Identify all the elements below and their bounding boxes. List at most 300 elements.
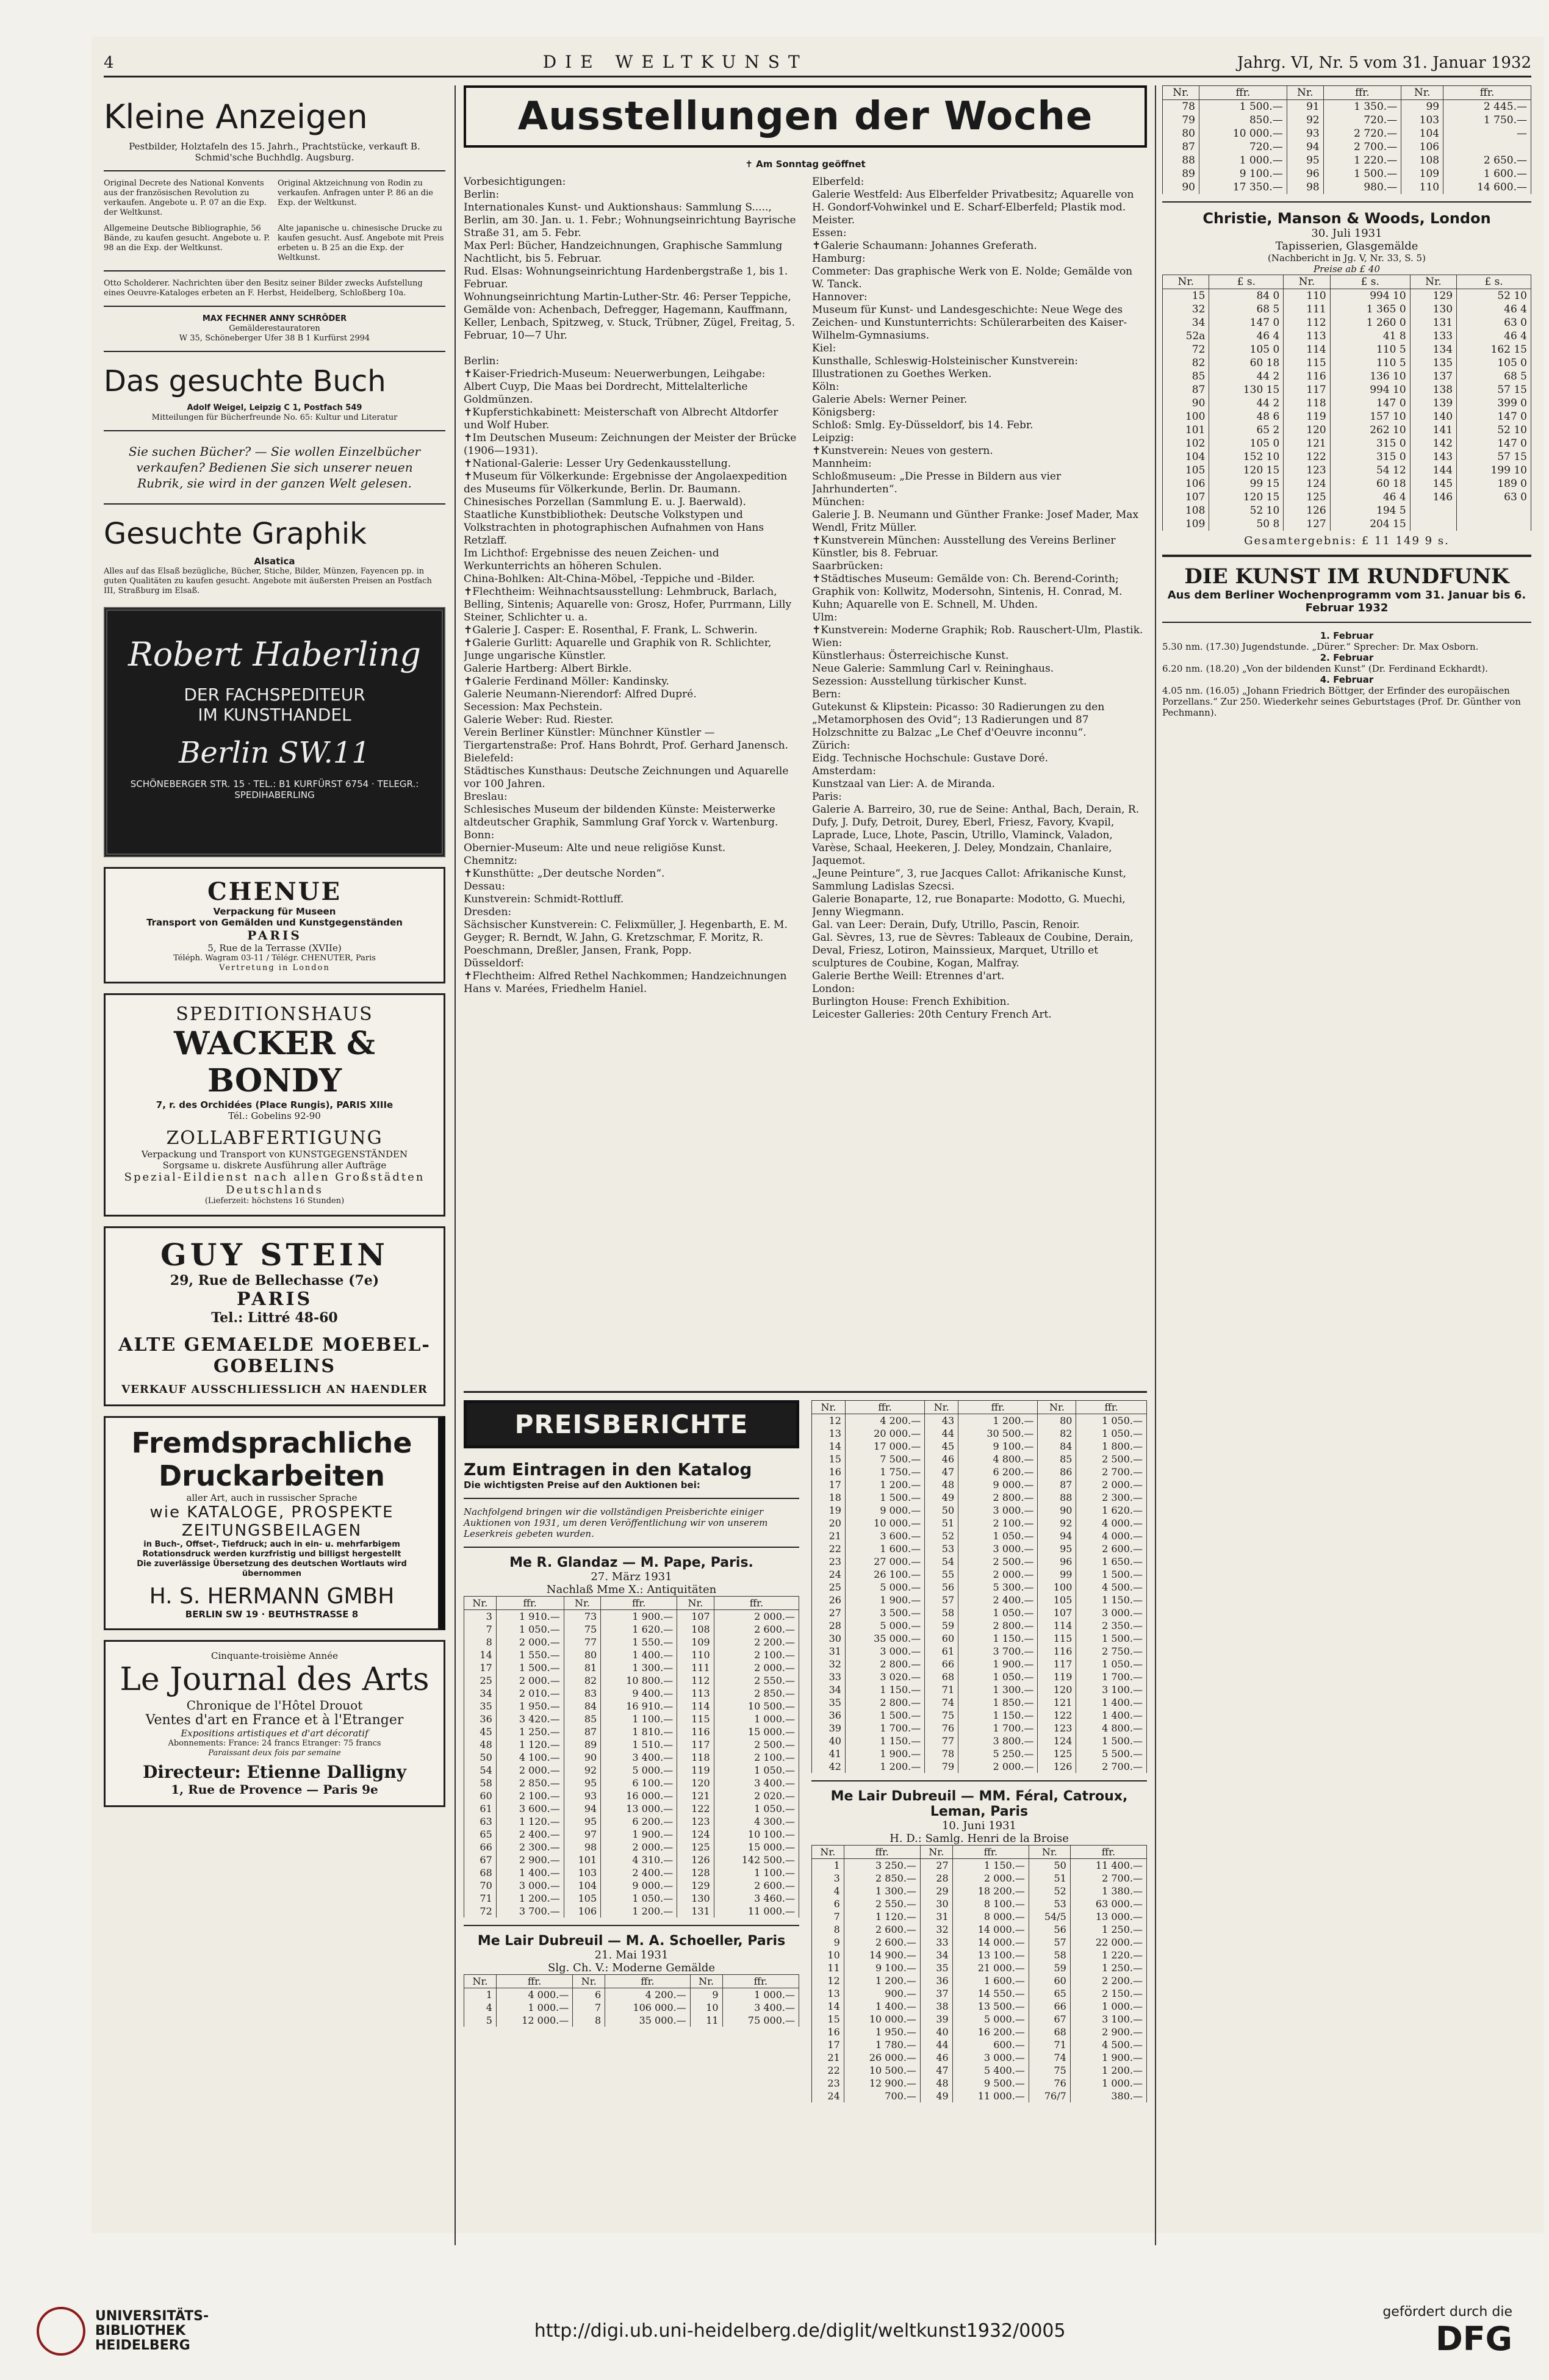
table-cell: 114: [1038, 1619, 1076, 1632]
table-cell: 108: [677, 1623, 714, 1636]
table-cell: 4 000.—: [496, 1988, 572, 2002]
table-cell: 71: [1029, 2038, 1070, 2051]
table-row: [464, 2014, 799, 2027]
table-row: [812, 2000, 1147, 2013]
table-cell: 59: [1029, 1961, 1070, 1974]
exhibitions-list-1: Vorbesichtigungen: Berlin: Internationales Kunst- und Auktionshaus: Sammlung S....., Berlin, am 30. Jan. u. 1. Febr.; Wohnungseinrichtung Bayrische Straße 31, am 5. Febr. Max Perl: Bücher, Handzeichnungen, Graphische Sammlung Nachtlicht, bis 5. Februar. Rud. Elsas: Wohnungseinrichtung Hardenbergstraße 1, bis 1. Februar. Wohnungseinrichtung Martin-Luther-Str. 46: Perser Teppiche, Gemälde von: Achenbach, Defregger, Hagemann, Kauffmann, Keller, Lenbach, Spitzweg, v. Stuck, Trübner, Zügel, Freitag, 5. Februar, 10—7 Uhr. Berlin: ✝Kaiser-Friedrich-Museum: Neuerwerbungen, Leihgabe: Albert Cuyp, Die Maas bei Dordrecht, Mittelalterliche Goldmünzen. ✝Kupferstichkabinett: Meisterschaft von Albrecht Altdorfer und Wolf Huber. ✝Im Deutschen Museum: Zeichnungen der Meister der Brücke (1906—1931). ✝National-Galerie: Lesser Ury Gedenkausstellung. ✝Museum für Völkerkunde: Ergebnisse der Angolaexpedition des Museums für Völkerkunde, Berlin. Dr. Baumann. Chinesisches Porzellan (Sammlung E. u. J. Baerwald). Staatliche Kunstbibliothek: Deutsche Volkstypen und Volkstrachten in photographischen Aufnahmen von Hans Retzlaff. Im Lichthof: Ergebnisse des neuen Zeichen- und Werkunterrichts an höheren Schulen. China-Bohlken: Alt-China-Möbel, -Teppiche und -Bilder. ✝Flechtheim: Weihnachtsausstellung: Lehmbruck, Barlach, Belling, Sintenis; Aquarelle von: Grosz, Hofer, Purrmann, Lilly Steiner, Schlichter u. a. ✝Galerie J. Casper: E. Rosenthal, F. Frank, L. Schwerin. ✝Galerie Gurlitt: Aquarelle und Graphik von R. Schlichter, Junge ungarische Künstler. Galerie Hartberg: Albert Birkle. ✝Galerie Ferdinand Möller: Kandinsky. Galerie Neumann-Nierendorf: Alfred Dupré. Secession: Max Pechstein. Galerie Weber: Rud. Riester. Verein Berliner Künstler: Münchner Künstler — Tiergartenstraße: Prof. Hans Bohrdt, Prof. Gerhard Janensch. Bielefeld: Städtisches Kunsthaus: Deutsche Zeichnungen und Aquarelle vor 100 Jahren. Breslau: Schlesisches Museum der bildenden Künste: Meisterwerke altdeutscher Graphik, Sammlung Graf Yorck v. Wartenburg. Bonn: Obernier-Museum: Alte und neue religiöse Kunst. Chemnitz: ✝Kunsthütte: „Der deutsche Norden“. Dessau: Kunstverein: Schmidt-Rottluff. Dresden: Sächsischer Kunstverein: C. Felixmüller, J. Hegenbarth, E. M. Geyger; R. Berndt, W. Jahn, G. Kretzschmar, F. Moritz, R. Poeschmann, Dreßler, Jansen, Frank, Popp. Düsseldorf: ✝Flechtheim: Alfred Rethel Nachkommen; Handzeichnungen Hans v. Marées, Friedhelm Haniel.: [464, 176, 797, 995]
table-cell: 144: [1410, 464, 1456, 477]
table-cell: 41: [812, 1747, 846, 1760]
table-cell: 37: [920, 1987, 952, 2000]
table-cell: 2 800.—: [845, 1696, 924, 1709]
table-row: [464, 1751, 799, 1764]
dfg-logo: DFG: [1435, 2319, 1512, 2358]
table-cell: 1 700.—: [958, 1722, 1038, 1735]
table-cell: 1 150.—: [845, 1683, 924, 1696]
table-cell: 15: [812, 1453, 846, 1465]
table-cell: 1 120.—: [496, 1738, 564, 1751]
table-row: [464, 1802, 799, 1815]
table-cell: 95: [564, 1777, 600, 1789]
ad-fechner: MAX FECHNER ANNY SCHRÖDER: [202, 314, 347, 323]
table-row: [1163, 423, 1531, 437]
table-cell: 84: [564, 1700, 600, 1713]
table-cell: 2 700.—: [1076, 1760, 1147, 1773]
table-cell: 47: [920, 2064, 952, 2077]
table-row: [1163, 397, 1531, 410]
table-cell: 52: [1029, 1885, 1070, 1897]
table-row: [812, 1581, 1147, 1594]
table-cell: 63 0: [1457, 316, 1531, 329]
hermann-address: BERLIN SW 19 · BEUTHSTRASSE 8: [185, 1609, 359, 1620]
table-cell: 57 15: [1457, 383, 1531, 397]
table-cell: 124: [1038, 1735, 1076, 1747]
table-row: [812, 1645, 1147, 1658]
table-cell: 34: [920, 1949, 952, 1961]
table-row: [812, 2038, 1147, 2051]
table-cell: 1 200.—: [958, 1414, 1038, 1428]
table-cell: 74: [925, 1696, 958, 1709]
table-cell: 9 100.—: [958, 1440, 1038, 1453]
table-cell: 92: [564, 1764, 600, 1777]
table-cell: 107: [677, 1610, 714, 1623]
table-cell: 57 15: [1457, 450, 1531, 464]
table-cell: 104: [1163, 450, 1209, 464]
rundfunk-entry: 6.20 nm. (18.20) „Von der bildenden Kunst“ (Dr. Ferdinand Eckhardt).: [1162, 663, 1488, 674]
table-cell: 14 000.—: [952, 1936, 1029, 1949]
column-header: £ s.: [1209, 275, 1284, 289]
table-cell: 77: [925, 1735, 958, 1747]
table-cell: 9: [690, 1988, 722, 2002]
table-cell: 9 000.—: [601, 1879, 677, 1892]
table-cell: 72: [464, 1905, 497, 1918]
table-cell: 1 100.—: [601, 1713, 677, 1725]
table-cell: 101: [564, 1853, 600, 1866]
table-cell: [1457, 517, 1531, 531]
table-cell: 1 000.—: [1070, 2000, 1146, 2013]
table-cell: 13: [812, 1987, 844, 2000]
wacker-line: SPEDITIONSHAUS: [176, 1004, 373, 1025]
table-cell: 121: [1038, 1696, 1076, 1709]
wacker-line: Sorgsame u. diskrete Ausführung aller Aufträge: [162, 1160, 387, 1171]
table-cell: 1 150.—: [1076, 1594, 1147, 1606]
table-row: [1163, 289, 1531, 303]
table-cell: 700.—: [844, 2090, 920, 2102]
table-row: [464, 1687, 799, 1700]
table-cell: 1 120.—: [844, 1910, 920, 1923]
table-cell: 22: [812, 2064, 844, 2077]
table-cell: 17 350.—: [1199, 181, 1287, 194]
table-cell: 1 050.—: [1076, 1414, 1147, 1428]
table-cell: 21: [812, 2051, 844, 2064]
table-cell: 146: [1410, 491, 1456, 504]
table-cell: 2 000.—: [496, 1674, 564, 1687]
table-cell: 136 10: [1330, 370, 1410, 383]
table-cell: 80: [1038, 1414, 1076, 1428]
table-row: [812, 1872, 1147, 1885]
table-cell: 10: [690, 2001, 722, 2014]
auction-1-title: Me R. Glandaz — M. Pape, Paris.: [509, 1555, 753, 1570]
preisberichte-left: [464, 1400, 799, 2102]
chenue-name: CHENUE: [207, 877, 342, 906]
table-cell: 65: [1029, 1987, 1070, 2000]
table-cell: 36: [812, 1709, 846, 1722]
table-cell: 2 000.—: [496, 1764, 564, 1777]
column-header: Nr.: [690, 1975, 722, 1988]
table-cell: —: [1443, 127, 1531, 140]
column-header: Nr.: [1038, 1401, 1076, 1414]
table-cell: 73: [564, 1610, 600, 1623]
table-cell: [1443, 140, 1531, 154]
table-row: [1163, 329, 1531, 343]
right-column: [1162, 85, 1531, 718]
table-cell: 105 0: [1209, 437, 1284, 450]
table-cell: 47: [925, 1465, 958, 1478]
table-cell: 199 10: [1457, 464, 1531, 477]
table-row: [464, 1700, 799, 1713]
table-cell: 1 200.—: [845, 1760, 924, 1773]
table-cell: 117: [1284, 383, 1330, 397]
table-row: [812, 1859, 1147, 1872]
table-cell: 113: [1284, 329, 1330, 343]
table-row: [812, 1722, 1147, 1735]
hermann-title: Fremdsprachliche Druckarbeiten: [131, 1426, 412, 1492]
table-cell: 76/7: [1029, 2090, 1070, 2102]
table-cell: 14 600.—: [1443, 181, 1531, 194]
table-cell: 85: [1163, 370, 1209, 383]
table-row: [812, 1619, 1147, 1632]
table-cell: 46 4: [1457, 329, 1531, 343]
table-row: [812, 1747, 1147, 1760]
table-cell: 2 800.—: [845, 1658, 924, 1670]
table-cell: 20 000.—: [845, 1427, 924, 1440]
table-row: [812, 1670, 1147, 1683]
table-cell: 3 600.—: [845, 1530, 924, 1542]
journal-line: Paraissant deux fois par semaine: [208, 1749, 341, 1758]
table-cell: 30 500.—: [958, 1427, 1038, 1440]
table-cell: 116: [1038, 1645, 1076, 1658]
christie-prices: Preise ab £ 40: [1314, 264, 1380, 275]
table-row: [812, 1987, 1147, 2000]
table-cell: 1 250.—: [1070, 1961, 1146, 1974]
table-cell: 123: [1284, 464, 1330, 477]
table-cell: 9 500.—: [952, 2077, 1029, 2090]
table-cell: 117: [1038, 1658, 1076, 1670]
table-cell: 3 000.—: [958, 1542, 1038, 1555]
table-cell: 134: [1410, 343, 1456, 356]
table-cell: 133: [1410, 329, 1456, 343]
table-cell: 46: [920, 2051, 952, 2064]
table-row: [812, 1465, 1147, 1478]
ad-pestbilder: Pestbilder, Holztafeln des 15. Jahrh., Prachtstücke, verkauft B. Schmid'sche Buchhdlg. Augsburg.: [129, 141, 420, 163]
table-cell: 110 5: [1330, 356, 1410, 370]
table-cell: 1 700.—: [845, 1722, 924, 1735]
table-cell: 44 2: [1209, 370, 1284, 383]
column-header: Nr.: [1029, 1846, 1070, 1859]
chenue-line: Verpackung für Museen: [213, 906, 336, 917]
table-cell: 1 350.—: [1323, 100, 1401, 114]
table-cell: 13: [812, 1427, 846, 1440]
table-cell: 137: [1410, 370, 1456, 383]
table-cell: 82: [564, 1674, 600, 1687]
table-cell: 2 000.—: [714, 1661, 799, 1674]
table-cell: 115: [1284, 356, 1330, 370]
table-cell: 87: [1038, 1478, 1076, 1491]
table-cell: 9 100.—: [844, 1961, 920, 1974]
table-cell: 11 400.—: [1070, 1859, 1146, 1872]
table-cell: 32: [1163, 303, 1209, 316]
table-cell: 68 5: [1209, 303, 1284, 316]
guy-city: PARIS: [236, 1289, 313, 1310]
table-cell: 103: [564, 1866, 600, 1879]
table-cell: 16 200.—: [952, 2026, 1029, 2038]
table-cell: 3 400.—: [722, 2001, 799, 2014]
table-cell: 52 10: [1209, 504, 1284, 517]
table-cell: 17: [464, 1661, 497, 1674]
table-cell: 6 100.—: [601, 1777, 677, 1789]
table-cell: 14 900.—: [844, 1949, 920, 1961]
table-cell: 1 900.—: [845, 1747, 924, 1760]
table-cell: 1 250.—: [1070, 1923, 1146, 1936]
table-cell: 14: [464, 1648, 497, 1661]
table-cell: [1410, 517, 1456, 531]
table-cell: 98: [1287, 181, 1323, 194]
table-cell: 68 5: [1457, 370, 1531, 383]
table-cell: 12: [812, 1974, 844, 1987]
total-result: Gesamtergebnis: £ 11 149 9 s.: [1244, 534, 1450, 547]
table-cell: 1 050.—: [714, 1764, 799, 1777]
table-cell: 12 900.—: [844, 2077, 920, 2090]
table-cell: 36: [464, 1713, 497, 1725]
price-table: [811, 1400, 1147, 1773]
table-cell: 58: [464, 1777, 497, 1789]
table-cell: 131: [1410, 316, 1456, 329]
table-cell: 1 000.—: [714, 1713, 799, 1725]
table-cell: 2 000.—: [496, 1636, 564, 1648]
preis-banner: PREISBERICHTE: [464, 1400, 799, 1448]
table-cell: 10 500.—: [714, 1700, 799, 1713]
haberling-name: Robert Haberling: [128, 635, 421, 674]
table-cell: 3 250.—: [844, 1859, 920, 1872]
table-cell: 2 200.—: [714, 1636, 799, 1648]
table-cell: 29: [920, 1885, 952, 1897]
table-cell: 1 000.—: [1070, 2077, 1146, 2090]
table-cell: 2 000.—: [601, 1841, 677, 1853]
table-cell: 48: [925, 1478, 958, 1491]
table-cell: 85: [564, 1713, 600, 1725]
table-cell: 1 150.—: [845, 1735, 924, 1747]
table-cell: 102: [1163, 437, 1209, 450]
table-cell: 110: [1401, 181, 1443, 194]
table-cell: 87: [1163, 383, 1209, 397]
table-cell: 157 10: [1330, 410, 1410, 423]
table-cell: 9 000.—: [958, 1478, 1038, 1491]
table-cell: 89: [564, 1738, 600, 1751]
table-cell: 1 620.—: [601, 1623, 677, 1636]
table-cell: 50: [464, 1751, 497, 1764]
table-row: [1163, 113, 1531, 127]
table-cell: 108: [1401, 154, 1443, 167]
table-cell: 46 4: [1209, 329, 1284, 343]
table-row: [812, 1683, 1147, 1696]
table-cell: 22 000.—: [1070, 1936, 1146, 1949]
table-row: [812, 1440, 1147, 1453]
table-cell: 93: [564, 1789, 600, 1802]
table-cell: 104: [1401, 127, 1443, 140]
table-cell: 32: [812, 1658, 846, 1670]
table-cell: 121: [677, 1789, 714, 1802]
table-cell: 147 0: [1457, 410, 1531, 423]
column-rule: [455, 85, 456, 2245]
table-cell: 125: [677, 1841, 714, 1853]
table-cell: 4 000.—: [1076, 1517, 1147, 1530]
table-row: [1163, 356, 1531, 370]
hermann-line: in Buch-, Offset-, Tiefdruck; auch in ein- u. mehrfarbigem Rotationsdruck werden kurzfristig und billigst hergestellt: [142, 1540, 401, 1559]
rundfunk-entry: 4.05 nm. (16.05) „Johann Friedrich Böttger, der Erfinder des europäischen Porzellans.“ Zur 250. Wiederkehr seines Geburtstages (Prof. Dr. Günther von Pechmann).: [1162, 685, 1521, 718]
table-cell: 1 400.—: [1076, 1696, 1147, 1709]
table-cell: 51: [1029, 1872, 1070, 1885]
table-row: [812, 1517, 1147, 1530]
wacker-telephone: Tél.: Gobelins 92-90: [228, 1110, 321, 1121]
table-cell: 1 750.—: [1443, 113, 1531, 127]
wacker-address: 7, r. des Orchidées (Place Rungis), PARIS XIIIe: [156, 1099, 394, 1110]
source-url[interactable]: http://digi.ub.uni-heidelberg.de/diglit/weltkunst1932/0005: [534, 2320, 1066, 2342]
table-cell: 3 700.—: [496, 1905, 564, 1918]
table-cell: 81: [564, 1661, 600, 1674]
table-cell: 1 200.—: [844, 1974, 920, 1987]
ad-decrete: Original Decrete des National Konvents aus der französischen Revolution zu verkaufen. Angebote u. P. 07 an die Exp. der Weltkunst.: [104, 179, 267, 217]
table-cell: 44: [925, 1427, 958, 1440]
table-row: [812, 1491, 1147, 1504]
table-cell: 9: [812, 1936, 844, 1949]
column-header: ffr.: [1070, 1846, 1146, 1859]
table-cell: 1 500.—: [845, 1491, 924, 1504]
table-cell: 15 000.—: [714, 1841, 799, 1853]
table-row: [1163, 181, 1531, 194]
table-cell: 140: [1410, 410, 1456, 423]
table-cell: 3 420.—: [496, 1713, 564, 1725]
issue-info: Jahrg. VI, Nr. 5 vom 31. Januar 1932: [1237, 54, 1531, 72]
table-row: [1163, 450, 1531, 464]
table-cell: 142 500.—: [714, 1853, 799, 1866]
table-cell: 92: [1287, 113, 1323, 127]
table-cell: 1 510.—: [601, 1738, 677, 1751]
rundfunk-date: 1. Februar: [1320, 630, 1374, 641]
table-cell: 1 150.—: [958, 1709, 1038, 1722]
table-cell: 5 500.—: [1076, 1747, 1147, 1760]
table-cell: 48: [464, 1738, 497, 1751]
table-cell: 84: [1038, 1440, 1076, 1453]
ad-wacker-bondy: [104, 993, 445, 1217]
table-cell: 44 2: [1209, 397, 1284, 410]
column-header: Nr.: [464, 1975, 497, 1988]
christie-note: (Nachbericht in Jg. V, Nr. 33, S. 5): [1268, 253, 1426, 264]
table-cell: 28: [812, 1619, 846, 1632]
table-cell: 112: [1284, 316, 1330, 329]
table-cell: 720.—: [1323, 113, 1401, 127]
column-header: Nr.: [920, 1846, 952, 1859]
table-cell: 100: [1038, 1581, 1076, 1594]
table-cell: 123: [677, 1815, 714, 1828]
table-cell: 26: [812, 1594, 846, 1606]
table-cell: 1 900.—: [601, 1828, 677, 1841]
table-cell: 3 400.—: [601, 1751, 677, 1764]
table-cell: 1 700.—: [1076, 1670, 1147, 1683]
table-cell: 94: [564, 1802, 600, 1815]
table-cell: 107: [1038, 1606, 1076, 1619]
table-cell: 10 500.—: [844, 2064, 920, 2077]
table-cell: 25: [812, 1581, 846, 1594]
table-cell: 1 050.—: [496, 1623, 564, 1636]
chenue-london: Vertretung in London: [219, 963, 330, 972]
table-cell: 4 800.—: [958, 1453, 1038, 1465]
chenue-city: PARIS: [247, 928, 302, 943]
table-cell: 33: [812, 1670, 846, 1683]
table-cell: 13 000.—: [1070, 1910, 1146, 1923]
table-row: [812, 1530, 1147, 1542]
table-cell: 53: [925, 1542, 958, 1555]
table-cell: 34: [812, 1683, 846, 1696]
preis-intro: Nachfolgend bringen wir die vollständigen Preisberichte einiger Auktionen von 1931, um deren Veröffentlichung wir von unserem Leserkreis gebeten wurden.: [464, 1506, 768, 1539]
table-cell: 1 000.—: [1199, 154, 1287, 167]
table-row: [812, 2013, 1147, 2026]
table-row: [464, 1789, 799, 1802]
table-cell: 58: [925, 1606, 958, 1619]
column-header: Nr.: [925, 1401, 958, 1414]
table-cell: 121: [1284, 437, 1330, 450]
table-cell: 5 000.—: [952, 2013, 1029, 2026]
table-cell: 41 8: [1330, 329, 1410, 343]
column-header: ffr.: [844, 1846, 920, 1859]
table-cell: 82: [1038, 1427, 1076, 1440]
table-cell: 10 000.—: [844, 2013, 920, 2026]
table-cell: 9 400.—: [601, 1687, 677, 1700]
ad-guy-stein: [104, 1226, 445, 1406]
table-cell: 4 310.—: [601, 1853, 677, 1866]
table-cell: 1 500.—: [1076, 1568, 1147, 1581]
table-row: [464, 1905, 799, 1918]
column-header: ffr.: [601, 1597, 677, 1610]
table-cell: 34: [1163, 316, 1209, 329]
table-row: [1163, 504, 1531, 517]
table-cell: 1 900.—: [958, 1658, 1038, 1670]
table-cell: 17: [812, 1478, 846, 1491]
table-row: [1163, 154, 1531, 167]
table-cell: 46 4: [1330, 491, 1410, 504]
table-cell: 120: [1284, 423, 1330, 437]
table-cell: 60 18: [1330, 477, 1410, 491]
table-cell: 2 850.—: [496, 1777, 564, 1789]
table-cell: 6: [812, 1897, 844, 1910]
christie-title: Christie, Manson & Woods, London: [1202, 210, 1491, 227]
table-cell: 2 150.—: [1070, 1987, 1146, 2000]
table-cell: 1 220.—: [1070, 1949, 1146, 1961]
funding-note: gefördert durch die: [1382, 2304, 1512, 2320]
table-row: [812, 2090, 1147, 2102]
digitization-footer: [0, 2282, 1549, 2380]
column-header: Nr.: [1287, 86, 1323, 100]
table-cell: 3 000.—: [496, 1879, 564, 1892]
table-cell: 152 10: [1209, 450, 1284, 464]
table-cell: 1 365 0: [1330, 303, 1410, 316]
table-cell: 120 15: [1209, 464, 1284, 477]
column-header: ffr.: [1443, 86, 1531, 100]
table-cell: 5 400.—: [952, 2064, 1029, 2077]
guy-telephone: Tel.: Littré 48-60: [211, 1310, 338, 1326]
table-cell: 7: [812, 1910, 844, 1923]
table-cell: 1 050.—: [601, 1892, 677, 1905]
table-cell: 1 550.—: [496, 1648, 564, 1661]
preis-subtitle-2: Die wichtigsten Preise auf den Auktionen bei:: [464, 1479, 700, 1490]
table-cell: 7: [573, 2001, 605, 2014]
